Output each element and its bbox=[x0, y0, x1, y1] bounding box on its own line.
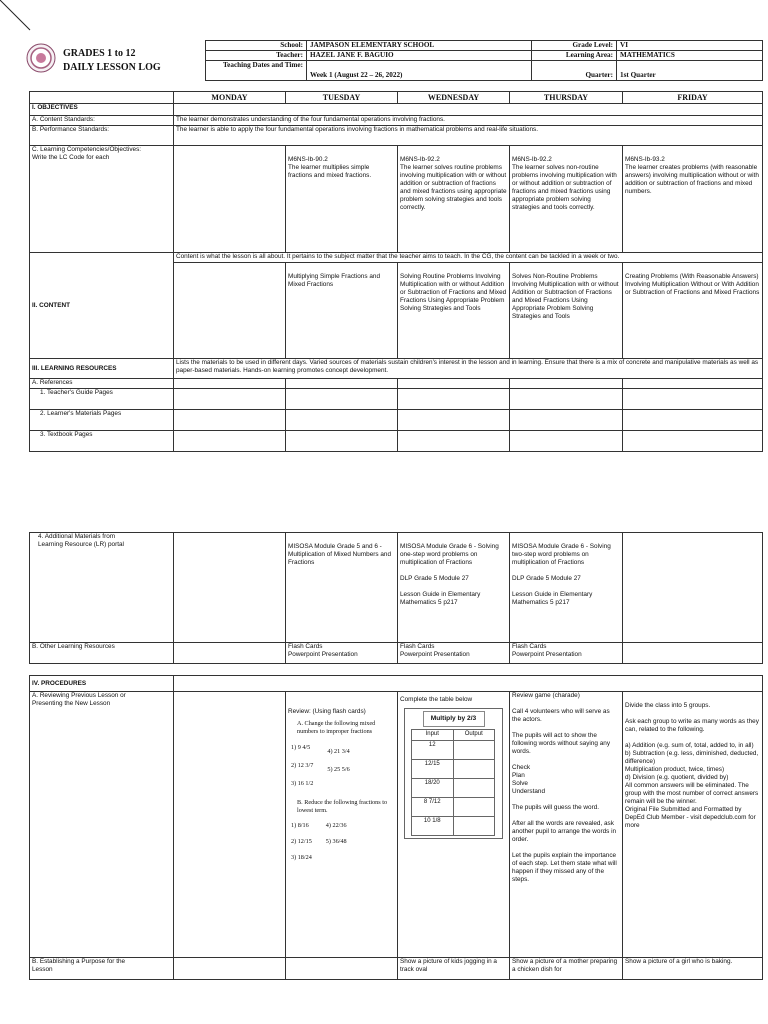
content-standards-label: A. Content Standards: bbox=[30, 116, 174, 126]
input-row-5: 10 1/8 bbox=[412, 817, 454, 836]
grade-level-label: Grade Level: bbox=[532, 41, 617, 51]
content-tuesday: Multiplying Simple Fractions and Mixed Fractions bbox=[286, 263, 398, 359]
tuesday-review-intro: Review: (Using flash cards) bbox=[288, 708, 366, 715]
review-friday: Divide the class into 5 groups. Ask each group to write as many words as they can, related to the following. a) Addition (e.g. sum of, total, added to, in all) b) Subtraction (e.g. less, diminished, deducted, difference) Multiplication product, twice, times) d) Division (e.g. quotient, divided by) All common answers will be eliminated. The group with the most number of correct answers remain will be the winner. Original File Submitted and Formatted by DepEd Club Member - visit depedclub.com for more bbox=[623, 692, 763, 958]
part-a-item-4: 4) 21 3/4 bbox=[327, 748, 350, 755]
output-row-4 bbox=[453, 798, 495, 817]
quarter-value: 1st Quarter bbox=[617, 61, 763, 81]
grades-title: GRADES 1 to 12 bbox=[63, 48, 136, 59]
purpose-thursday: Show a picture of a mother preparing a chicken dish for bbox=[510, 958, 623, 980]
lc-tuesday: M6NS-Ib-90.2 The learner multiplies simple fractions and mixed fractions. bbox=[286, 146, 398, 253]
corner-fold-line bbox=[0, 0, 34, 34]
additional-materials-label: 4. Additional Materials from Learning Resource (LR) portal bbox=[30, 533, 174, 643]
teaching-dates-label: Teaching Dates and Time: bbox=[206, 61, 307, 81]
additional-monday bbox=[174, 533, 286, 643]
part-a-item-2: 2) 12 3/7 bbox=[291, 762, 314, 769]
part-b-item-1: 1) 8/16 bbox=[291, 822, 309, 829]
learning-resources-heading: III. LEARNING RESOURCES bbox=[30, 359, 174, 379]
learning-resources-note: Lists the materials to be used in different days. Varied sources of materials sustain children's interest in the lesson and in learning. Ensure that there is a mix of concrete and manipulative materials as well as paper-based materials. Hands-on learning promotes concept development. bbox=[174, 359, 763, 379]
part-a-item-3: 3) 16 1/2 bbox=[291, 780, 314, 787]
daily-lesson-log-title: DAILY LESSON LOG bbox=[63, 62, 161, 73]
part-b-item-5: 5) 36/48 bbox=[325, 838, 347, 845]
day-monday: MONDAY bbox=[174, 92, 286, 104]
part-a-item-5: 5) 25 5/6 bbox=[327, 766, 350, 773]
lc-friday: M6NS-Ib-93.2 The learner creates problems (with reasonable answers) involving multiplication without or with addition or subtraction of fractions and mixed numbers. bbox=[623, 146, 763, 253]
input-row-2: 12/15 bbox=[412, 760, 454, 779]
additional-friday bbox=[623, 533, 763, 643]
multiply-by-label: Multiply by 2/3 bbox=[423, 711, 485, 727]
teaching-dates-value: Week 1 (August 22 – 26, 2022) bbox=[307, 61, 532, 81]
learners-materials-label: 2. Learner's Materials Pages bbox=[30, 410, 174, 431]
lc-thursday: M6NS-Ib-92.2 The learner solves non-routine problems involving multiplication with or without addition or subtraction of fractions and mixed fractions using appropriate problem solving strategies and tools correctly. bbox=[510, 146, 623, 253]
input-row-1: 12 bbox=[412, 741, 454, 760]
establishing-purpose-label: B. Establishing a Purpose for the Lesson bbox=[30, 958, 174, 980]
part-b-item-4: 4) 22/36 bbox=[325, 822, 347, 829]
purpose-wednesday: Show a picture of kids jogging in a track oval bbox=[398, 958, 510, 980]
review-thursday: Review game (charade) Call 4 volunteers who will serve as the actors. The pupils will act to show the following words without saying any words. Check Plan Solve Understand The pupils will guess the word. After all the words are revealed, ask another pupil to arrange the words in order. Let the pupils explain the importance of each step. Let them state what will happen if they missed any of the steps. bbox=[510, 692, 623, 958]
day-wednesday: WEDNESDAY bbox=[398, 92, 510, 104]
part-b-item-3: 3) 18/24 bbox=[291, 854, 312, 861]
input-row-3: 18/20 bbox=[412, 779, 454, 798]
input-output-table bbox=[411, 729, 495, 836]
other-tuesday: Flash Cards Powerpoint Presentation bbox=[286, 643, 398, 664]
teacher-label: Teacher: bbox=[206, 51, 307, 61]
tuesday-flashcard-image bbox=[288, 718, 395, 868]
review-tuesday bbox=[286, 692, 398, 958]
learning-competencies-label: C. Learning Competencies/Objectives: Write the LC Code for each bbox=[30, 146, 174, 253]
references-label: A. References bbox=[30, 379, 174, 389]
lc-monday bbox=[174, 146, 286, 253]
day-tuesday: TUESDAY bbox=[286, 92, 398, 104]
multiply-table-image bbox=[404, 708, 503, 839]
input-header: Input bbox=[412, 730, 454, 741]
performance-standards-text: The learner is able to apply the four fundamental operations involving fractions in mathematical problems and real-life situations. bbox=[174, 126, 763, 146]
day-friday: FRIDAY bbox=[623, 92, 763, 104]
school-label: School: bbox=[206, 41, 307, 51]
lesson-log-table-part1 bbox=[29, 91, 763, 452]
reviewing-lesson-label: A. Reviewing Previous Lesson or Presenting the New Lesson bbox=[30, 692, 174, 958]
day-thursday: THURSDAY bbox=[510, 92, 623, 104]
output-row-5 bbox=[453, 817, 495, 836]
content-thursday: Solves Non-Routine Problems Involving Multiplication with or without Addition or Subtraction of Fractions and Mixed Fractions Using Appropriate Problem Solving Strategies and Tools bbox=[510, 263, 623, 359]
other-wednesday: Flash Cards Powerpoint Presentation bbox=[398, 643, 510, 664]
other-monday bbox=[174, 643, 286, 664]
teachers-guide-label: 1. Teacher's Guide Pages bbox=[30, 389, 174, 410]
textbook-pages-label: 3. Textbook Pages bbox=[30, 431, 174, 452]
content-wednesday: Solving Routine Problems Involving Multiplication with or without Addition or Subtraction of Fractions and Mixed Fractions Using Appropriate Problem Solving Strategies and Tools bbox=[398, 263, 510, 359]
purpose-monday bbox=[174, 958, 286, 980]
lesson-log-table-part3 bbox=[29, 675, 763, 980]
purpose-friday: Show a picture of a girl who is baking. bbox=[623, 958, 763, 980]
part-a-item-1: 1) 9 4/5 bbox=[291, 744, 311, 751]
output-header: Output bbox=[453, 730, 495, 741]
other-thursday: Flash Cards Powerpoint Presentation bbox=[510, 643, 623, 664]
teacher-value: HAZEL JANE F. BAGUIO bbox=[307, 51, 532, 61]
review-monday bbox=[174, 692, 286, 958]
content-heading: II. CONTENT bbox=[30, 253, 174, 359]
part-b-item-2: 2) 12/15 bbox=[291, 838, 312, 845]
purpose-tuesday bbox=[286, 958, 398, 980]
other-resources-label: B. Other Learning Resources bbox=[30, 643, 174, 664]
additional-wednesday: MISOSA Module Grade 6 - Solving one-step word problems on multiplication of Fractions DLP Grade 5 Module 27 Lesson Guide in Elementary Mathematics 5 p217 bbox=[398, 533, 510, 643]
additional-tuesday: MISOSA Module Grade 5 and 6 - Multiplication of Mixed Numbers and Fractions bbox=[286, 533, 398, 643]
input-row-4: 8 7/12 bbox=[412, 798, 454, 817]
objectives-heading: I. OBJECTIVES bbox=[30, 104, 174, 116]
deped-seal-logo bbox=[26, 43, 56, 73]
content-monday bbox=[174, 263, 286, 359]
header-info-table bbox=[205, 40, 763, 81]
learning-area-value: MATHEMATICS bbox=[617, 51, 763, 61]
content-standards-text: The learner demonstrates understanding of the four fundamental operations involving fractions. bbox=[174, 116, 763, 126]
learning-area-label: Learning Area: bbox=[532, 51, 617, 61]
additional-thursday: MISOSA Module Grade 6 - Solving two-step word problems on multiplication of Fractions DLP Grade 5 Module 27 Lesson Guide in Elementary Mathematics 5 p217 bbox=[510, 533, 623, 643]
review-part-a-instruction: A. Change the following mixed numbers to improper fractions bbox=[297, 720, 376, 735]
content-note: Content is what the lesson is all about. It pertains to the subject matter that the teacher aims to teach. In the CG, the content can be tackled in a week or two. bbox=[174, 253, 763, 263]
corner-cell bbox=[30, 92, 174, 104]
procedures-heading: IV. PROCEDURES bbox=[30, 676, 174, 692]
quarter-label: Quarter: bbox=[532, 61, 617, 81]
school-value: JAMPASON ELEMENTARY SCHOOL bbox=[307, 41, 532, 51]
wednesday-table-intro: Complete the table below bbox=[400, 696, 473, 703]
other-friday bbox=[623, 643, 763, 664]
grade-level-value: VI bbox=[617, 41, 763, 51]
lesson-log-table-part2 bbox=[29, 532, 763, 664]
output-row-1 bbox=[453, 741, 495, 760]
review-wednesday bbox=[398, 692, 510, 958]
output-row-2 bbox=[453, 760, 495, 779]
performance-standards-label: B. Performance Standards: bbox=[30, 126, 174, 146]
lc-wednesday: M6NS-Ib-92.2 The learner solves routine problems involving multiplication with or without addition or subtraction of fractions and mixed fractions using appropriate problem solving strategies and tools correctly. bbox=[398, 146, 510, 253]
content-friday: Creating Problems (With Reasonable Answers) Involving Multiplication Without or With Addition or Subtraction of Fractions and Mixed Fractions bbox=[623, 263, 763, 359]
output-row-3 bbox=[453, 779, 495, 798]
review-part-b-instruction: B. Reduce the following fractions to lowest term. bbox=[297, 799, 388, 814]
